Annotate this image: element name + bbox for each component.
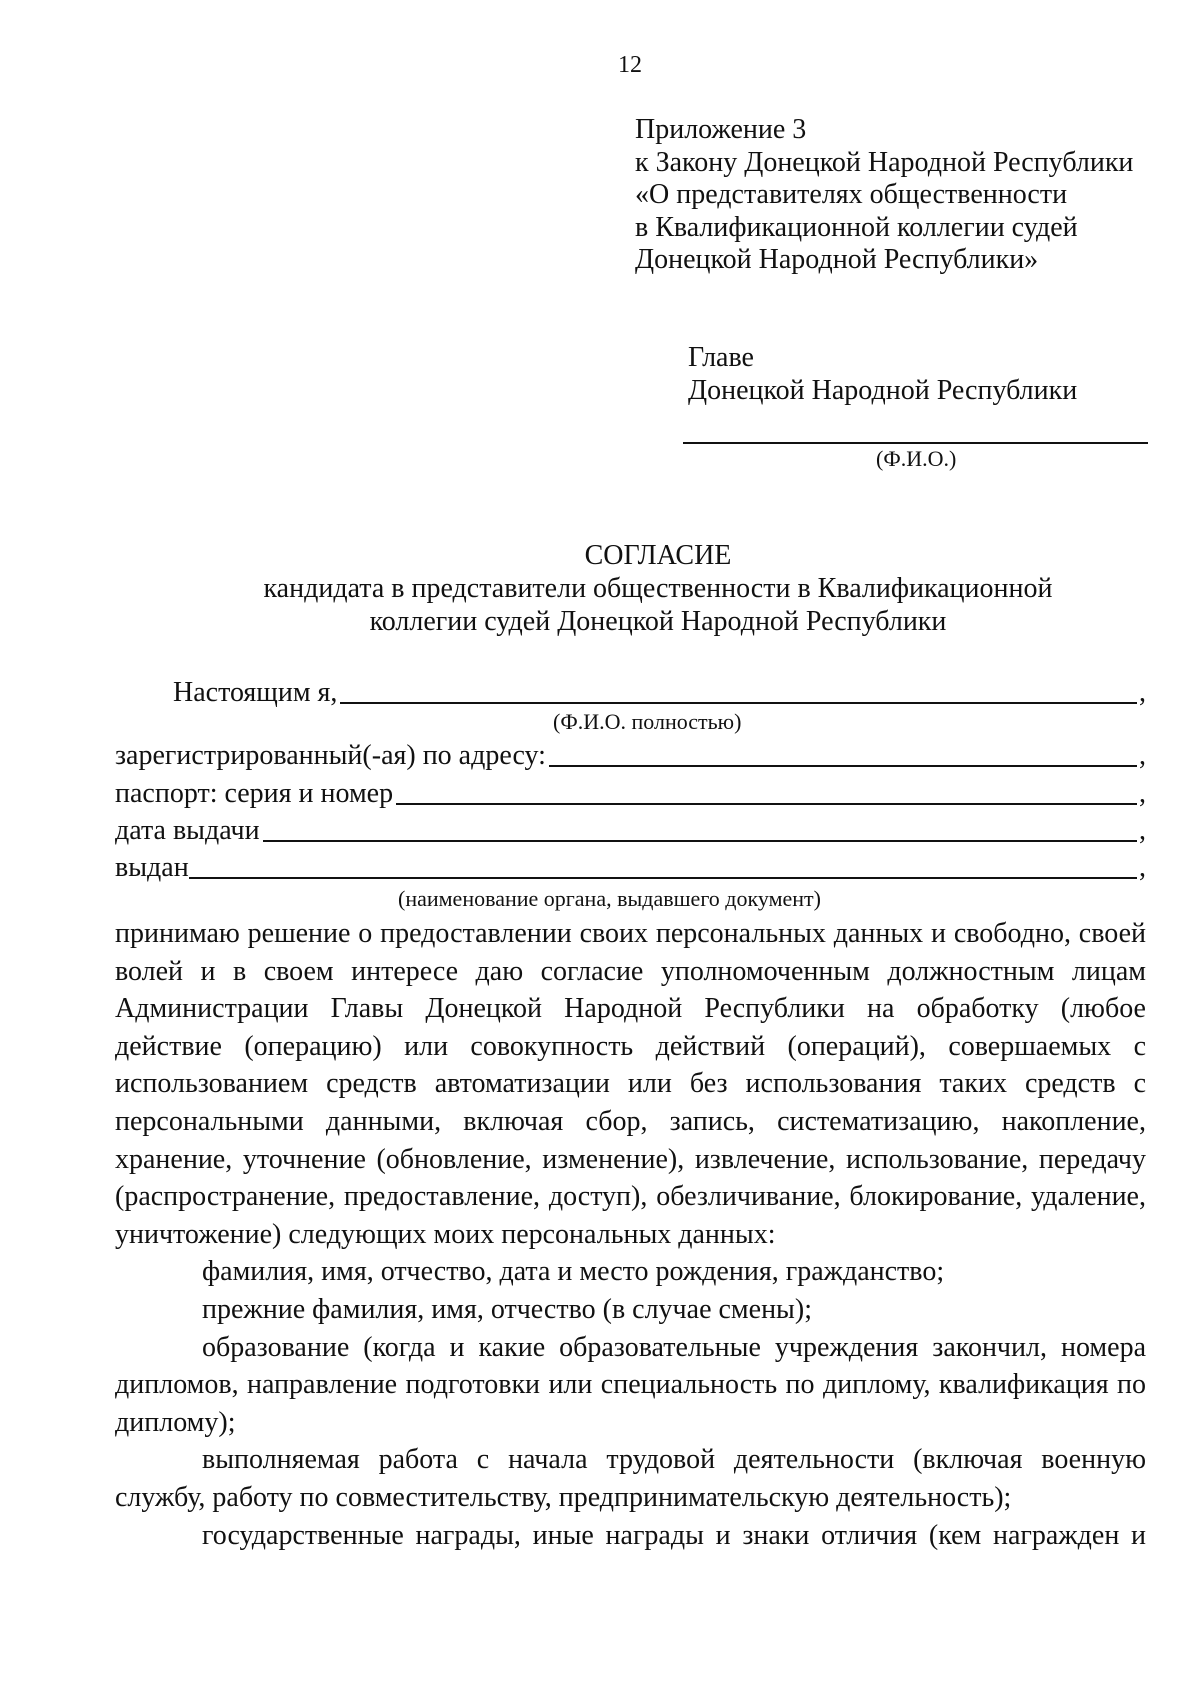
addressee-line: Донецкой Народной Республики: [688, 374, 1078, 406]
appendix-line: «О представителях общественности: [635, 179, 1068, 210]
addressee-line: Главе: [688, 342, 754, 373]
field-issued-by-caption: (наименование органа, выдавшего документ): [398, 886, 821, 911]
appendix-header: [635, 114, 1133, 277]
page-number: 12: [618, 52, 642, 78]
field-passport-row: [115, 776, 1146, 810]
field-issue-date-label: дата выдачи: [115, 815, 260, 846]
consent-body: [115, 915, 1146, 1554]
appendix-line: к Закону Донецкой Народной Республики: [635, 146, 1134, 178]
appendix-line: Приложение 3: [635, 114, 807, 145]
comma: ,: [1139, 677, 1146, 708]
subtitle-line: коллегии судей Донецкой Народной Республики: [369, 606, 947, 637]
field-issued-by-label: выдан: [115, 852, 189, 883]
data-item: образование (когда и какие образовательные учреждения закончил, номера дипломов, направление подготовки или специальность по диплому, квалификация по диплому);: [115, 1331, 1146, 1438]
field-issue-date-row: [115, 813, 1146, 847]
field-passport-label: паспорт: серия и номер: [115, 778, 394, 809]
addressee-fio-blank[interactable]: [683, 442, 1148, 444]
comma: ,: [1139, 852, 1146, 883]
document-title: СОГЛАСИЕ: [584, 540, 732, 571]
data-item: прежние фамилия, имя, отчество (в случае смены);: [202, 1293, 812, 1325]
field-issued-by-row: [115, 850, 1146, 884]
appendix-line: в Квалификационной коллегии судей: [635, 211, 1078, 243]
field-name-label: Настоящим я,: [173, 677, 338, 708]
appendix-line: Донецкой Народной Республики»: [635, 244, 1039, 275]
field-issue-date-blank[interactable]: [263, 820, 1137, 842]
data-item: выполняемая работа с начала трудовой деятельности (включая военную службу, работу по совместительству, предпринимательскую деятельность);: [115, 1444, 1146, 1513]
document-subtitle: [0, 572, 1200, 638]
comma: ,: [1139, 815, 1146, 846]
data-item: государственные награды, иные награды и знаки отличия (кем награжден и: [202, 1519, 1146, 1551]
field-passport-blank[interactable]: [396, 783, 1137, 805]
field-name-blank[interactable]: [340, 682, 1137, 704]
comma: ,: [1139, 778, 1146, 809]
field-issued-by-blank[interactable]: [189, 857, 1137, 879]
main-paragraph: принимаю решение о предоставлении своих персональных данных и свободно, своей волей и в своем интересе даю согласие уполномоченным должностным лицам Администрации Главы Донецкой Народной Республики на обработку (любое действие (операцию) или совокупность действий (операций), совершаемых с использованием средств автоматизации или без использования таких средств с персональными данными, включая сбор, запись, систематизацию, накопление, хранение, уточнение (обновление, изменение), извлечение, использование, передачу (распространение, предоставление, доступ), обезличивание, блокирование, удаление, уничтожение) следующих моих персональных данных:: [115, 918, 1146, 1250]
subtitle-line: кандидата в представители общественности в Квалификационной: [263, 573, 1053, 604]
field-address-blank[interactable]: [549, 745, 1137, 767]
field-name-row: [115, 675, 1146, 709]
addressee-block: [688, 342, 1077, 407]
data-item: фамилия, имя, отчество, дата и место рождения, гражданство;: [202, 1256, 945, 1288]
field-address-row: [115, 738, 1146, 772]
field-address-label: зарегистрированный(-ая) по адресу:: [115, 740, 546, 771]
addressee-fio-caption: (Ф.И.О.): [876, 446, 957, 471]
comma: ,: [1139, 740, 1146, 771]
field-name-caption: (Ф.И.О. полностью): [553, 709, 742, 734]
